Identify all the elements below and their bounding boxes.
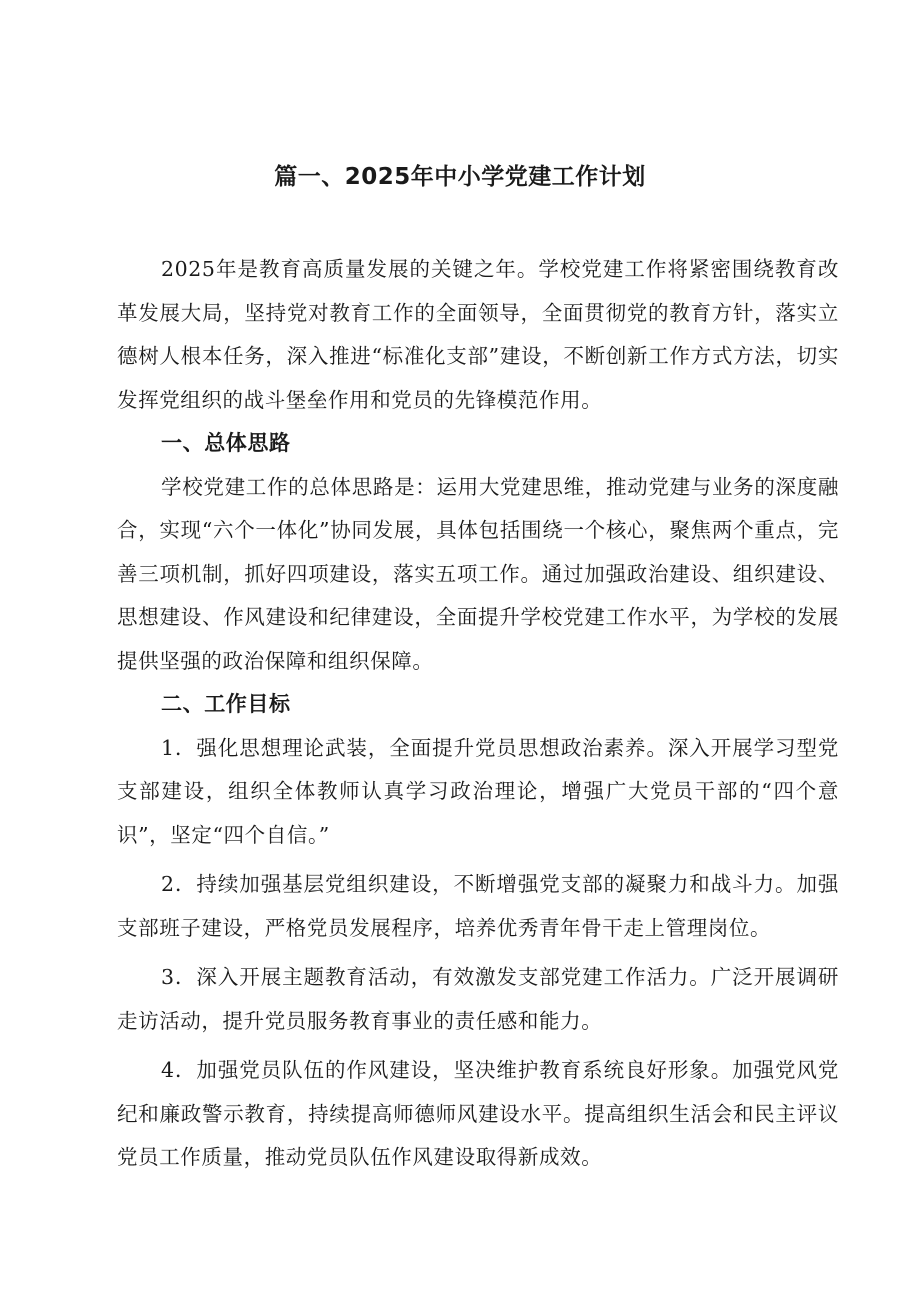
document-title: 篇一、2025年中小学党建工作计划 (274, 164, 646, 190)
goal-item-1: 1．强化思想理论武装，全面提升党员思想政治素养。深入开展学习型党支部建设，组织全体教师认真学习政治理论，增强广大党员干部的“四个意识”，坚定“四个自信。” (117, 735, 839, 847)
intro-paragraph: 2025年是教育高质量发展的关键之年。学校党建工作将紧密围绕教育改革发展大局，坚持党对教育工作的全面领导，全面贯彻党的教育方针，落实立德树人根本任务，深入推进“标准化支部”建设，不断创新工作方式方法，切实发挥党组织的战斗堡垒作用和党员的先锋模范作用。 (117, 257, 839, 412)
section-heading-overall-approach: 一、总体思路 (161, 431, 291, 455)
overall-approach-paragraph: 学校党建工作的总体思路是：运用大党建思维，推动党建与业务的深度融合，实现“六个一体化”协同发展，具体包括围绕一个核心，聚焦两个重点，完善三项机制，抓好四项建设，落实五项工作。通过加强政治建设、组织建设、思想建设、作风建设和纪律建设，全面提升学校党建工作水平，为学校的发展提供坚强的政治保障和组织保障。 (117, 474, 839, 673)
goal-item-2: 2．持续加强基层党组织建设，不断增强党支部的凝聚力和战斗力。加强支部班子建设，严格党员发展程序，培养优秀青年骨干走上管理岗位。 (117, 872, 839, 940)
goal-item-4: 4．加强党员队伍的作风建设，坚决维护教育系统良好形象。加强党风党纪和廉政警示教育，持续提高师德师风建设水平。提高组织生活会和民主评议党员工作质量，推动党员队伍作风建设取得新成效。 (117, 1058, 839, 1169)
goal-item-3: 3．深入开展主题教育活动，有效激发支部党建工作活力。广泛开展调研走访活动，提升党员服务教育事业的责任感和能力。 (117, 965, 839, 1033)
document-body (117, 248, 839, 1186)
section-heading-work-goals: 二、工作目标 (161, 692, 291, 716)
